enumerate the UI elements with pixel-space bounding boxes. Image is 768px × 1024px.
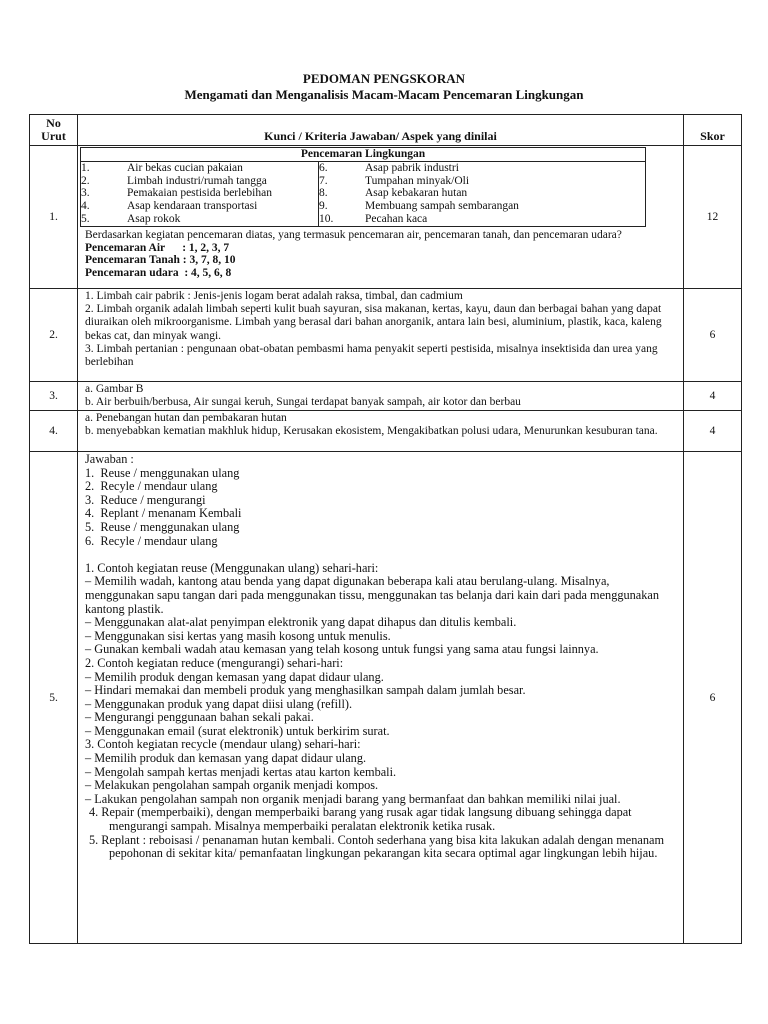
detail-line: – Memilih produk dengan kemasan yang dapat didaur ulang. xyxy=(85,669,384,684)
score-value: 12 xyxy=(684,146,742,289)
answer-tanah: Pencemaran Tanah : 3, 7, 8, 10 xyxy=(85,254,236,267)
answer-intro: Jawaban : xyxy=(85,452,134,466)
list-item: 3. Reduce / mengurangi xyxy=(85,492,206,507)
detail-line: – Menggunakan produk yang dapat diisi ulang (refill). xyxy=(85,696,353,711)
answer-line: a. Gambar B xyxy=(85,383,144,395)
header-skor: Skor xyxy=(684,115,742,146)
detail-line: – Melakukan pengolahan sampah organik menjadi kompos. xyxy=(85,778,379,793)
detail-line: – Mengurangi penggunaan bahan sekali pakai. xyxy=(85,710,314,725)
detail-line: 4. Repair (memperbaiki), dengan memperbaiki barang yang rusak agar tidak langsung dibuang sehingga dapat mengurangi sampah. Misalnya memperbaiki peralatan elektronik ketika rusak. xyxy=(89,805,632,834)
table-row xyxy=(30,411,742,452)
pollution-left-column xyxy=(81,161,319,226)
detail-line: 1. Contoh kegiatan reuse (Menggunakan ulang) sehari-hari: xyxy=(85,560,379,575)
row-number: 5. xyxy=(30,452,78,944)
detail-line: – Menggunakan sisi kertas yang masih kosong untuk menulis. xyxy=(85,628,391,643)
detail-line: – Memilih produk dan kemasan yang dapat didaur ulang. xyxy=(85,751,367,766)
row-number: 4. xyxy=(30,411,78,452)
answer-line: 3. Limbah pertanian : pengunaan obat-obatan pembasmi hama penyakit seperti pestisida, misalnya insektisida dan urea yang berlebihan xyxy=(85,342,658,369)
page-title: PEDOMAN PENGSKORAN xyxy=(302,71,466,86)
list-item: 5. Reuse / menggunakan ulang xyxy=(85,519,240,534)
pollution-right-column xyxy=(319,161,646,226)
detail-line: – Menggunakan email (surat elektronik) untuk berkirim surat. xyxy=(85,723,390,738)
pollution-list-title: Pencemaran Lingkungan xyxy=(81,148,646,162)
list-item: 2. Recyle / mendaur ulang xyxy=(85,479,218,494)
table-row xyxy=(30,382,742,411)
table-row xyxy=(30,146,742,289)
list-item: 5. Asap rokok xyxy=(81,212,181,225)
row-number: 1. xyxy=(30,146,78,289)
row-number: 2. xyxy=(30,289,78,382)
list-item: 6. Recyle / mendaur ulang xyxy=(85,533,218,548)
list-item: 7. Tumpahan minyak/Oli xyxy=(319,174,470,187)
row-content xyxy=(78,289,684,382)
row-number: 3. xyxy=(30,382,78,411)
row-content xyxy=(78,146,684,289)
header-kunci: Kunci / Kriteria Jawaban/ Aspek yang dinilai xyxy=(78,115,684,146)
header-row xyxy=(30,115,742,146)
answer-line: 2. Limbah organik adalah limbah seperti kulit buah sayuran, sisa makanan, kertas, kayu, daun dan berbagai bahan yang dapat diuraikan oleh mikroorganisme. Limbah yang berasal dari bahan anorganik, antara lain besi, aluminium, plastik, kaca, kaleng bekas cat, dan minyak wangi. xyxy=(85,303,662,342)
row-content xyxy=(78,452,684,944)
answer-udara: Pencemaran udara : 4, 5, 6, 8 xyxy=(85,267,232,280)
answer-line: 1. Limbah cair pabrik : Jenis-jenis logam berat adalah raksa, timbal, dan cadmium xyxy=(85,290,463,302)
scoring-table xyxy=(29,114,742,944)
row-content xyxy=(78,411,684,452)
score-value: 4 xyxy=(684,411,742,452)
list-item: 4. Replant / menanam Kembali xyxy=(85,506,242,521)
list-item: 3. Pemakaian pestisida berlebihan xyxy=(81,187,272,200)
header-no: No Urut xyxy=(30,115,78,146)
detail-line: – Hindari memakai dan membeli produk yang menghasilkan sampah dalam jumlah besar. xyxy=(85,683,526,698)
row-content xyxy=(78,382,684,411)
list-item: 4. Asap kendaraan transportasi xyxy=(81,200,258,213)
list-item: 1. Air bekas cucian pakaian xyxy=(81,161,243,174)
list-item: 10. Pecahan kaca xyxy=(319,212,428,225)
score-value: 6 xyxy=(684,289,742,382)
page-subtitle: Mengamati dan Menganalisis Macam-Macam Pencemaran Lingkungan xyxy=(184,87,584,102)
list-item: 8. Asap kebakaran hutan xyxy=(319,187,468,200)
detail-line: – Gunakan kembali wadah atau kemasan yang telah kosong untuk fungsi yang sama atau fungsi lainnya. xyxy=(85,642,599,657)
detail-line: 2. Contoh kegiatan reduce (mengurangi) sehari-hari: xyxy=(85,655,344,670)
answer-line: b. Air berbuih/berbusa, Air sungai keruh, Sungai terdapat banyak sampah, air kotor dan berbau xyxy=(85,396,521,408)
pollution-list-table xyxy=(80,147,646,227)
table-row xyxy=(30,289,742,382)
list-item: 1. Reuse / menggunakan ulang xyxy=(85,465,240,480)
detail-line: 5. Replant : reboisasi / penanaman hutan kembali. Contoh sederhana yang bisa kita lakukan adalah dengan menanam pepohonan di sekitar kita/ pemanfaatan lingkungan pekarangan kita secara optimal agar lingkungan lebih hijau. xyxy=(89,832,665,861)
list-item: 9. Membuang sampah sembarangan xyxy=(319,200,519,213)
answer-line: a. Penebangan hutan dan pembakaran hutan xyxy=(85,412,287,424)
detail-line: – Menggunakan alat-alat penyimpan elektronik yang dapat dihapus dan ditulis kembali. xyxy=(85,615,517,630)
list-item: 6. Asap pabrik industri xyxy=(319,161,459,174)
table-row xyxy=(30,452,742,944)
detail-line: – Lakukan pengolahan sampah non organik menjadi barang yang bermanfaat dan bahkan memiliki nilai jual. xyxy=(85,791,621,806)
detail-line: 3. Contoh kegiatan recycle (mendaur ulang) sehari-hari: xyxy=(85,737,361,752)
score-value: 4 xyxy=(684,382,742,411)
detail-line: – Memilih wadah, kantong atau benda yang dapat digunakan beberapa kali atau berulang-ulang. Misalnya, menggunakan sapu tangan dari pada menggunakan tissu, menggunakan tas belanja dari kain dari pada menggunakan kantong plastik. xyxy=(85,574,660,616)
answer-air: Pencemaran Air : 1, 2, 3, 7 xyxy=(85,241,230,254)
list-item: 2. Limbah industri/rumah tangga xyxy=(81,174,267,187)
score-value: 6 xyxy=(684,452,742,944)
question-text: Berdasarkan kegiatan pencemaran diatas, yang termasuk pencemaran air, pencemaran tanah, dan pencemaran udara? xyxy=(85,228,622,241)
answer-line: b. menyebabkan kematian makhluk hidup, Kerusakan ekosistem, Mengakibatkan polusi udara, Menurunkan kesuburan tana. xyxy=(85,425,658,437)
detail-line: – Mengolah sampah kertas menjadi kertas atau karton kembali. xyxy=(85,764,397,779)
